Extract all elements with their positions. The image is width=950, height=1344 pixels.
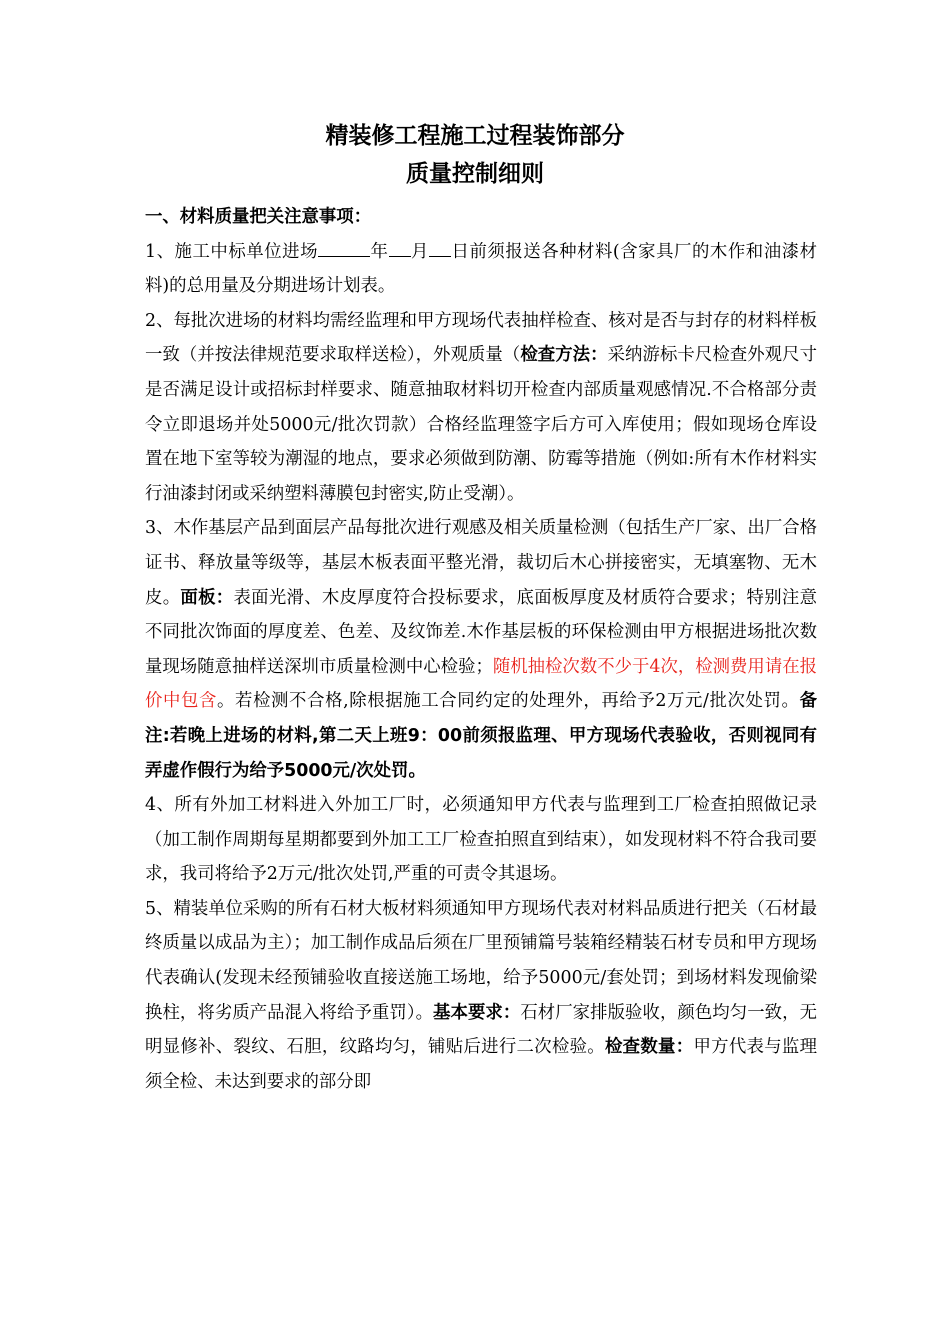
document-body [145, 200, 817, 1099]
p1-year-label: 年 [370, 241, 389, 262]
paragraph-3 [145, 511, 817, 788]
p3-text: 3、木作基层产品到面层产品每批次进行观感及相关质量检测（包括生产厂家、出厂合格证书、释放量等级等，基层木板表面平整光滑，裁切后木心拼接密实，无填塞物、无木皮。 [145, 518, 817, 608]
blank-day [429, 238, 451, 256]
p2-text-end: 采纳游标卡尺检查外观尺寸是否满足设计或招标封样要求、随意抽取材料切开检查内部质量观感情况.不合格部分责令立即退场并处5000元/批次罚款）合格经监理签字后方可入库使用；假如现场仓库设置在地下室等较为潮湿的地点，要求必须做到防潮、防霉等措施（例如:所有木作材料实行油漆封闭或采纳塑料薄膜包封密实,防止受潮）。 [145, 345, 817, 504]
paragraph-1 [145, 235, 817, 304]
paragraph-5 [145, 892, 817, 1100]
section-heading [145, 200, 817, 235]
p3-text-penalty: 。若检测不合格,除根据施工合同约定的处理外，再给予2万元/批次处罚。 [217, 691, 800, 712]
p3-text-mid: 表面光滑、木皮厚度符合投标要求，底面板厚度及材质符合要求；特别注意不同批次饰面的厚度差、色差、及纹饰差.木作基层板的环保检测由甲方根据进场批次数量现场随意抽样送深圳市质量检测中心检验； [145, 587, 817, 677]
p2-bold-label: 检查方法： [520, 345, 608, 366]
p5-text-mid: 石材厂家排版验收，颜色均匀一致，无明显修补、裂纹、石胆，纹路均匀，铺贴后进行二次检验。 [145, 1002, 817, 1058]
p3-bold-remark: 备注:若晚上进场的材料,第二天上班9：00前须报监理、甲方现场代表验收，否则视同有弄虚作假行为给予5000元/次处罚。 [145, 691, 817, 781]
p5-text: 5、精装单位采购的所有石材大板材料须通知甲方现场代表对材料品质进行把关（石材最终质量以成品为主）；加工制作成品后须在厂里预铺篇号装箱经精装石材专员和甲方现场代表确认(发现未经预铺验收直接送施工场地，给予5000元/套处罚；到场材料发现偷梁换柱，将劣质产品混入将给予重罚）。 [145, 898, 817, 1023]
p1-month-label: 月 [410, 241, 429, 262]
paragraph-4: 4、所有外加工材料进入外加工厂时，必须通知甲方代表与监理到工厂检查拍照做记录（加工制作周期每星期都要到外加工工厂检查拍照直到结束），如发现材料不符合我司要求，我司将给予2万元/批次处罚,严重的可责令其退场。 [145, 795, 817, 885]
p3-bold-label: 面板： [180, 587, 234, 608]
blank-month [389, 238, 411, 256]
p1-text: 1、施工中标单位进场 [145, 241, 319, 262]
p5-text-end: 甲方代表与监理须全检、未达到要求的部分即 [145, 1037, 817, 1092]
section1-heading: 一、材料质量把关注意事项： [145, 207, 372, 227]
p5-bold-label-2: 检查数量： [604, 1037, 694, 1058]
p1-text-end: 日前须报送各种材料(含家具厂的木作和油漆材料)的总用量及分期进场计划表。 [145, 241, 817, 297]
blank-year [318, 238, 370, 256]
paragraph-2 [145, 304, 817, 512]
document-subtitle: 质量控制细则 [406, 161, 544, 187]
p3-red-note: 随机抽检次数不少于4次，检测费用请在报价中包含 [145, 656, 817, 712]
p5-bold-label: 基本要求： [433, 1002, 521, 1023]
document-title: 精装修工程施工过程装饰部分 [325, 123, 625, 149]
p2-text: 2、每批次进场的材料均需经监理和甲方现场代表抽样检查、核对是否与封存的材料样板一致（并按法律规范要求取样送检），外观质量（ [145, 310, 817, 366]
